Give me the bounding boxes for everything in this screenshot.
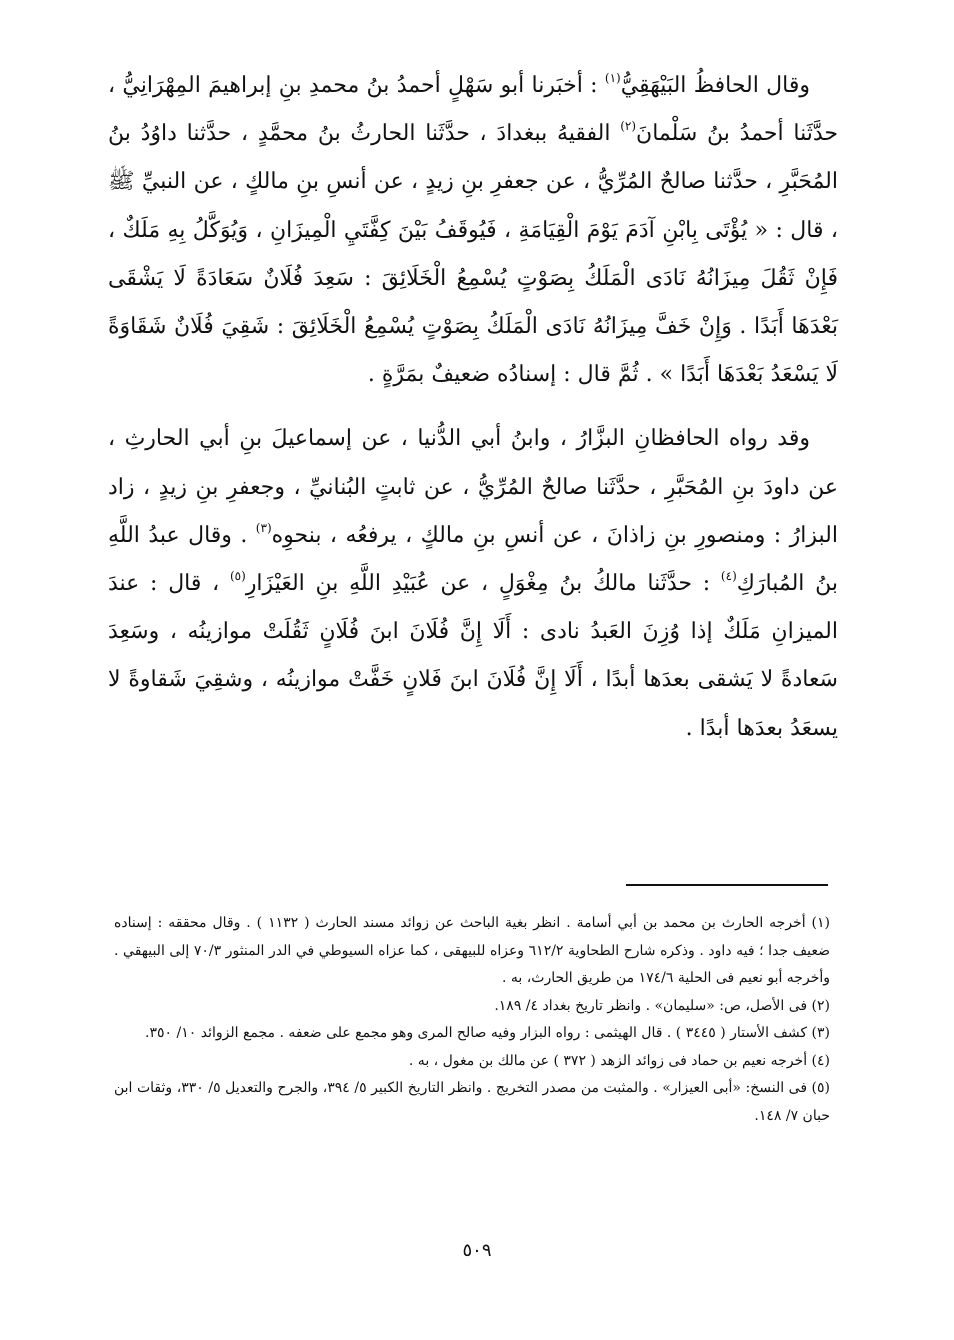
text-segment: وقال الحافظُ البَيْهَقِيُّ [620, 73, 810, 98]
paragraph-1 [108, 62, 838, 399]
text-segment: وقد رواه الحافظانِ البزَّارُ ، وابنُ أبي الدُّنيا ، عن إسماعيلَ بنِ أبي الحارثِ ، عن داودَ بنِ المُحَبَّرِ ، حدَّثَنا صالحٌ المُرِّيُّ ، عن ثابتٍ البُنانيِّ ، وجعفرِ بنِ زيدٍ ، زاد البزارُ : ومنصورِ بنِ زاذانَ ، عن أنسِ بنِ مالكٍ ، يرفعُه ، بنحوِه [108, 426, 838, 548]
footnote-ref-5: (٥) [229, 569, 246, 584]
paragraph-2 [108, 415, 838, 752]
main-text [108, 62, 838, 753]
footnote-5: (٥) فى النسخ: «أبى العيزار» . والمثبت من مصدر التخريج . وانظر التاريخ الكبير ٥/ ٣٩٤، والجرح والتعديل ٥/ ٣٣٠، وثقات ابن حبان ٧/ ١٤٨. [114, 1080, 831, 1124]
text-segment: : أخبَرنا أبو سَهْلٍ أحمدُ بنُ محمدِ بنِ إبراهيمَ المِهْرَانِيُّ ، حدَّثَنا أحمدُ بنُ سَلْمانَ [108, 73, 838, 147]
footnote-ref-1: (١) [604, 71, 621, 85]
text-segment: : حدَّثَنا مالكُ بنُ مِغْوَلٍ ، عن عُبَيْدِ اللَّهِ بنِ العَيْزَارِ [245, 571, 721, 597]
footnote-ref-4: (٤) [720, 569, 737, 584]
page-number: ٥٠٩ [462, 1240, 492, 1261]
footnote-3: (٣) كشف الأستار ( ٣٤٤٥ ) . قال الهيثمى : رواه البزار وفيه صالح المرى وهو مجمع على ضعفه . مجمع الزوائد ١٠/ ٣٥٠. [145, 1025, 830, 1041]
text-segment: ، قال : عندَ الميزانِ مَلَكٌ إذا وُزِنَ العَبدُ نادى : أَلَا إِنَّ فُلَانَ ابنَ فُلَانٍ ثَقُلَتْ موازينُه ، وسَعِدَ سَعادةً لا يَشقى بعدَها أبدًا ، أَلَا إِنَّ فُلَانَ ابنَ فَلانٍ خَفَّتْ موازينُه ، وشقِيَ شَقاوةً لا يسعَدُ بعدَها أبدًا . [108, 571, 838, 741]
footnote-ref-2: (٢) [620, 119, 637, 134]
footnote-separator [626, 884, 828, 886]
footnote-4: (٤) أخرجه نعيم بن حماد فى زوائد الزهد ( ٣٧٢ ) عن مالك بن مغول ، به . [408, 1052, 830, 1069]
text-segment: . وقال عبدُ اللَّهِ بنُ المُبارَكِ [108, 522, 838, 597]
text-segment: الفقيهُ ببغدادَ ، حدَّثَنا الحارثُ بنُ محمَّدٍ ، حدَّثنا داوُدُ بنُ المُحَبَّرِ ، حدَّثنا صالحٌ المُرِّيُّ ، عن جعفرِ بنِ زيدٍ ، عن أنسِ بنِ مالكٍ ، عن النبيِّ ﷺ ، قال : « يُؤْتَى بِابْنِ آدَمَ يَوْمَ الْقِيَامَةِ ، فَيُوقَفُ بَيْنَ كِفَّتَيِ الْمِيزَانِ ، وَيُوَكَّلُ بِهِ مَلَكٌ ، فَإِنْ ثَقُلَ مِيزَانُهُ نَادَى الْمَلَكُ بِصَوْتٍ يُسْمِعُ الْخَلَائِقَ : سَعِدَ فُلَانٌ سَعَادَةً لَا يَشْقَى بَعْدَهَا أَبَدًا . وَإِنْ خَفَّ مِيزَانُهُ نَادَى الْمَلَكُ بِصَوْتٍ يُسْمِعُ الْخَلَائِقَ : شَقِيَ فُلَانٌ شَقَاوَةً لَا يَسْعَدُ بَعْدَهَا أَبَدًا » . ثُمَّ قال : إسنادُه ضعيفٌ بمَرَّةٍ . [108, 121, 839, 388]
footnote-ref-3: (٣) [255, 520, 272, 535]
footnotes [114, 910, 830, 1130]
footnote-1: (١) أخرجه الحارث بن محمد بن أبي أسامة . انظر بغية الباحث عن زوائد مسند الحارث ( ١١٣٢ ) . وقال محققه : إسناده ضعيف جدا ؛ فيه داود . وذكره شارح الطحاوية ٦١٢/٢ وعزاه للبيهقى ، كما عزاه السيوطي في الدر المنثور ٧٠/٣ إلى البيهقي . وأخرجه أبو نعيم فى الحلية ١٧٤/٦ من طريق الحارث، به . [114, 915, 831, 986]
footnote-2: (٢) فى الأصل، ص: «سليمان» . وانظر تاريخ بغداد ٤/ ١٨٩. [494, 997, 830, 1014]
